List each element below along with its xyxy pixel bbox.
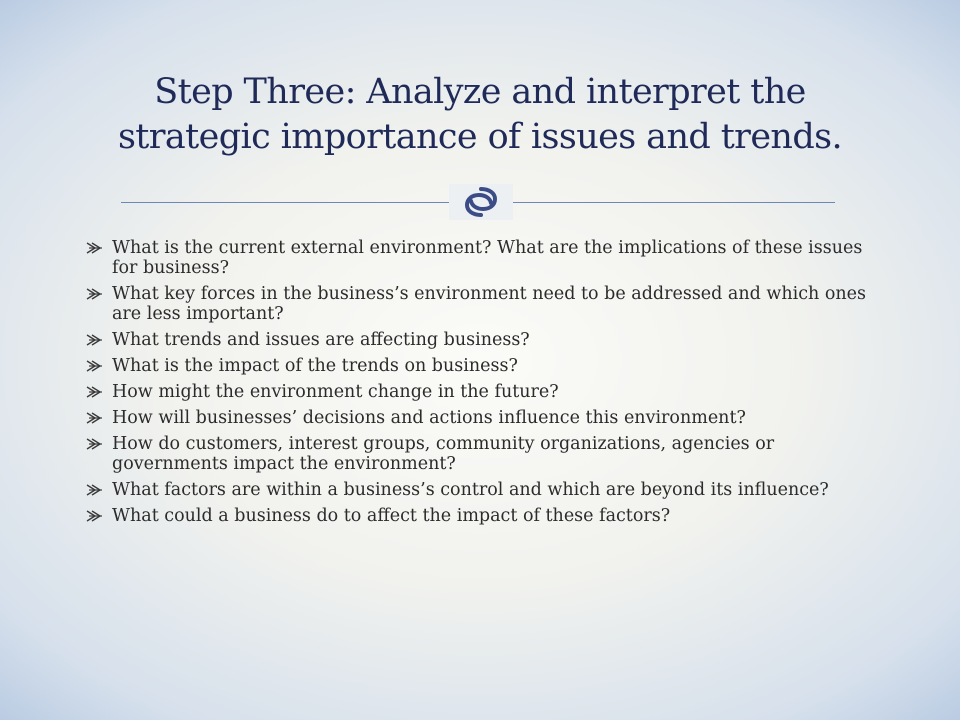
bullet-text: What factors are within a business’s control and which are beyond its influence? (112, 480, 829, 500)
bullet-text: How will businesses’ decisions and actions influence this environment? (112, 408, 746, 428)
bullet-text: What could a business do to affect the impact of these factors? (112, 506, 671, 526)
list-item (86, 284, 886, 324)
arrow-bullet-icon (86, 356, 112, 376)
arrow-bullet-icon (86, 330, 112, 350)
list-item (86, 434, 886, 474)
arrow-bullet-icon (86, 382, 112, 402)
bullet-text: How do customers, interest groups, community organizations, agencies or governments impact the environment? (112, 434, 775, 474)
ornament-icon (449, 184, 513, 220)
list-item (86, 356, 886, 376)
arrow-bullet-icon (86, 238, 112, 258)
list-item (86, 238, 886, 278)
bullet-list (86, 238, 886, 532)
bullet-text: What trends and issues are affecting business? (112, 330, 530, 350)
slide-title (40, 70, 920, 160)
arrow-bullet-icon (86, 480, 112, 500)
arrow-bullet-icon (86, 434, 112, 454)
list-item (86, 506, 886, 526)
bullet-text: What is the impact of the trends on business? (112, 356, 518, 376)
bullet-text: What key forces in the business’s environment need to be addressed and which ones are less important? (112, 284, 867, 324)
list-item (86, 330, 886, 350)
title-line-2: strategic importance of issues and trends. (117, 117, 843, 157)
title-line-1: Step Three: Analyze and interpret the (154, 72, 806, 112)
arrow-bullet-icon (86, 408, 112, 428)
bullet-text: What is the current external environment? What are the implications of these issues for business? (112, 238, 863, 278)
arrow-bullet-icon (86, 284, 112, 304)
list-item (86, 382, 886, 402)
bullet-text: How might the environment change in the future? (112, 382, 559, 402)
list-item (86, 408, 886, 428)
list-item (86, 480, 886, 500)
arrow-bullet-icon (86, 506, 112, 526)
